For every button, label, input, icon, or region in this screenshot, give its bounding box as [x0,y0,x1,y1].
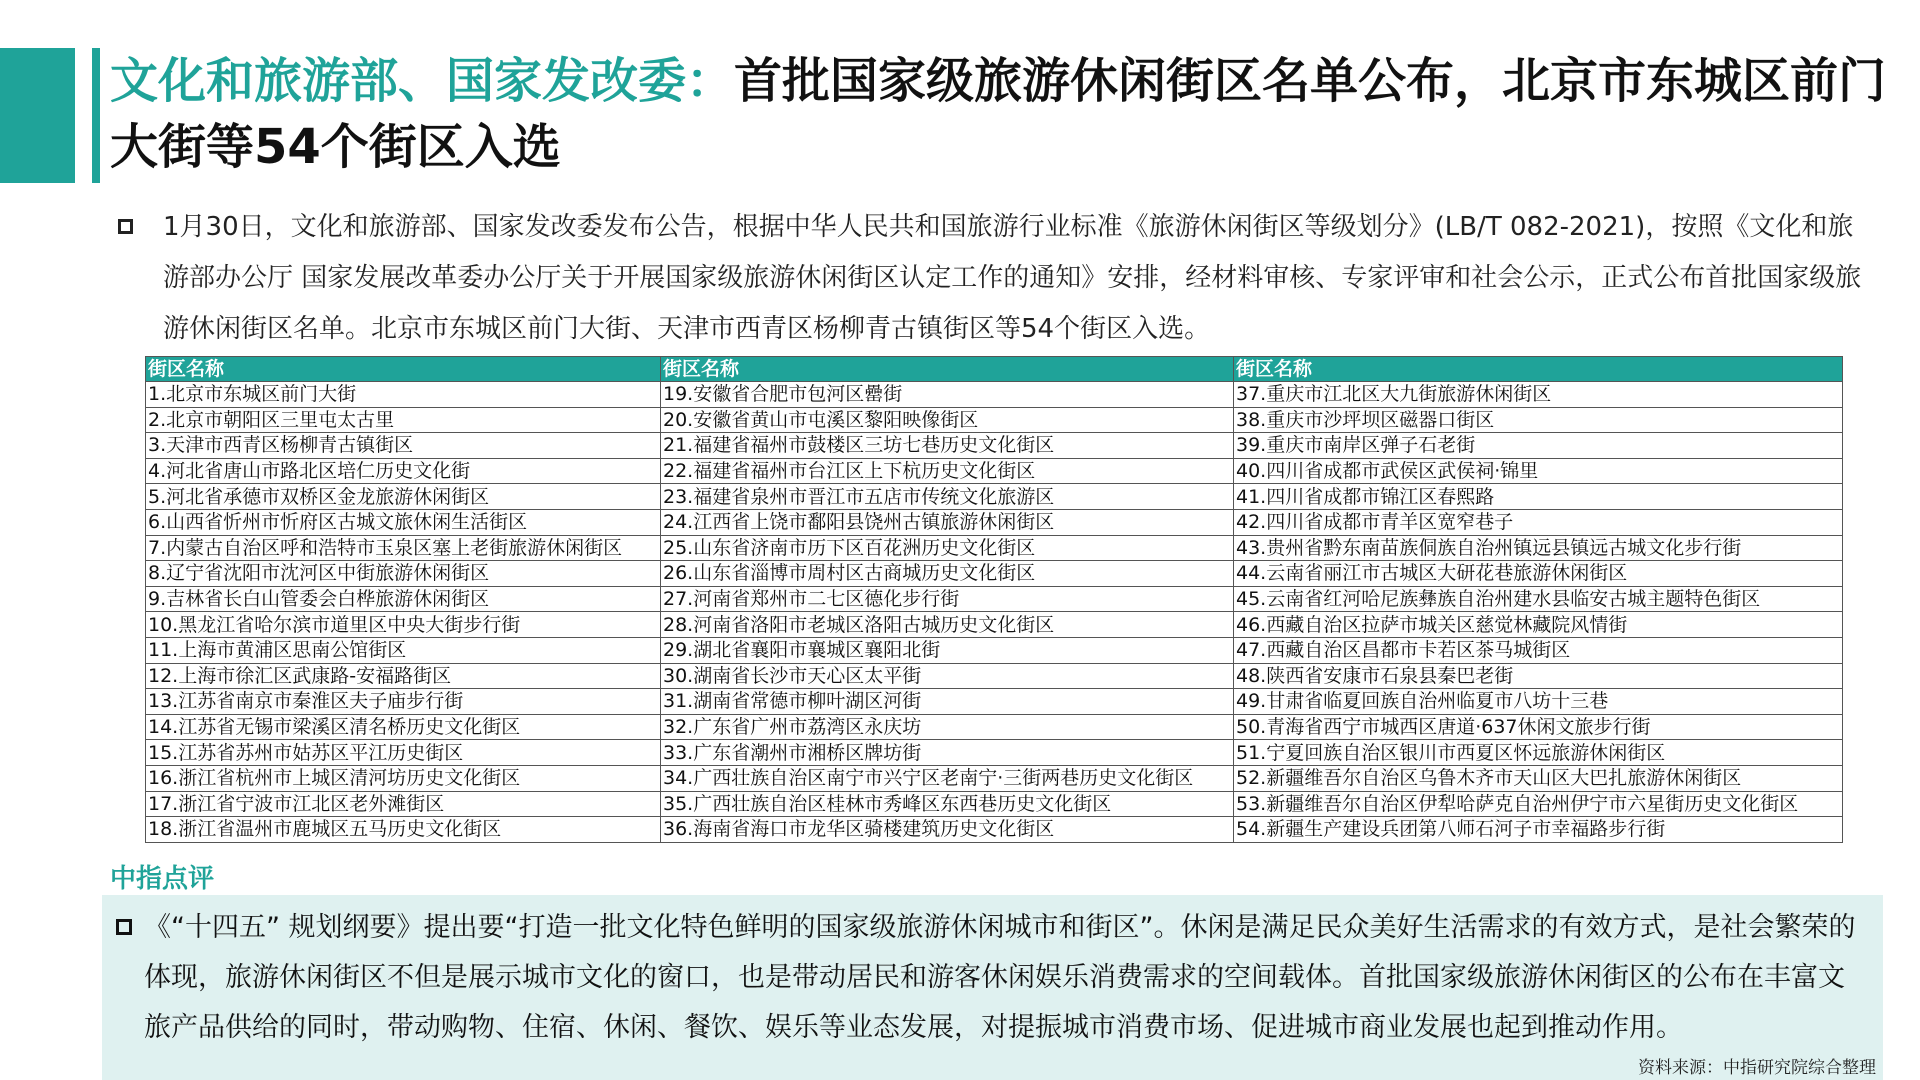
table-row [146,689,1843,715]
table-row [146,612,1843,638]
table-header-row [146,357,1843,382]
table-cell: 44.云南省丽江市古城区大研花巷旅游休闲街区 [1234,561,1843,587]
table-cell: 30.湖南省长沙市天心区太平街 [661,663,1234,689]
table-cell: 53.新疆维吾尔自治区伊犁哈萨克自治州伊宁市六星街历史文化街区 [1234,791,1843,817]
table-row [146,586,1843,612]
table-cell: 46.西藏自治区拉萨市城关区慈觉林藏院风情街 [1234,612,1843,638]
intro-paragraph [118,202,1873,355]
table-cell: 1.北京市东城区前门大街 [146,382,661,408]
table-cell: 41.四川省成都市锦江区春熙路 [1234,484,1843,510]
table-cell: 45.云南省红河哈尼族彝族自治州建水县临安古城主题特色街区 [1234,586,1843,612]
table-cell: 6.山西省忻州市忻府区古城文旅休闲生活街区 [146,509,661,535]
accent-bar-thin [92,48,100,183]
table-row [146,663,1843,689]
table-row [146,714,1843,740]
table-cell: 2.北京市朝阳区三里屯太古里 [146,407,661,433]
table-row [146,637,1843,663]
table-row [146,817,1843,843]
district-table [145,356,1842,843]
table-cell: 37.重庆市江北区大九街旅游休闲街区 [1234,382,1843,408]
table-row [146,765,1843,791]
table-body [146,382,1843,843]
page-title [110,48,1900,180]
intro-text: 1月30日，文化和旅游部、国家发改委发布公告，根据中华人民共和国旅游行业标准《旅游休闲街区等级划分》(LB/T 082-2021)，按照《文化和旅游部办公厅 国家发展改革委办公厅关于开展国家级旅游休闲街区认定工作的通知》安排，经材料审核、专家评审和社会公示，正式公布首批国家级旅游休闲街区名单。北京市东城区前门大街、天津市西青区杨柳青古镇街区等54个街区入选。 [163,212,1862,344]
review-box [102,895,1883,1080]
table-cell: 32.广东省广州市荔湾区永庆坊 [661,714,1234,740]
table-row [146,458,1843,484]
square-bullet-icon [116,919,132,935]
table-cell: 51.宁夏回族自治区银川市西夏区怀远旅游休闲街区 [1234,740,1843,766]
table-cell: 33.广东省潮州市湘桥区牌坊街 [661,740,1234,766]
table-cell: 39.重庆市南岸区弹子石老街 [1234,433,1843,459]
table-cell: 40.四川省成都市武侯区武侯祠·锦里 [1234,458,1843,484]
table-row [146,407,1843,433]
table-cell: 15.江苏省苏州市姑苏区平江历史街区 [146,740,661,766]
table-cell: 7.内蒙古自治区呼和浩特市玉泉区塞上老街旅游休闲街区 [146,535,661,561]
table-cell: 10.黑龙江省哈尔滨市道里区中央大街步行街 [146,612,661,638]
table-cell: 35.广西壮族自治区桂林市秀峰区东西巷历史文化街区 [661,791,1234,817]
title-main: 首批国家级旅游休闲街区名单公布，北京市东城区前门大街等54个街区入选 [110,53,1887,175]
table-cell: 27.河南省郑州市二七区德化步行街 [661,586,1234,612]
table-cell: 18.浙江省温州市鹿城区五马历史文化街区 [146,817,661,843]
table-cell: 31.湖南省常德市柳叶湖区河街 [661,689,1234,715]
table-cell: 5.河北省承德市双桥区金龙旅游休闲街区 [146,484,661,510]
table-row [146,484,1843,510]
table-row [146,740,1843,766]
table-cell: 47.西藏自治区昌都市卡若区茶马城街区 [1234,637,1843,663]
table-header-cell: 街区名称 [1234,357,1843,382]
table-cell: 16.浙江省杭州市上城区清河坊历史文化街区 [146,765,661,791]
table-row [146,509,1843,535]
table-cell: 20.安徽省黄山市屯溪区黎阳映像街区 [661,407,1234,433]
table-row [146,433,1843,459]
table-cell: 4.河北省唐山市路北区培仁历史文化街 [146,458,661,484]
table-cell: 38.重庆市沙坪坝区磁器口街区 [1234,407,1843,433]
table-cell: 13.江苏省南京市秦淮区夫子庙步行街 [146,689,661,715]
square-bullet-icon [118,219,133,234]
table-cell: 26.山东省淄博市周村区古商城历史文化街区 [661,561,1234,587]
table-cell: 28.河南省洛阳市老城区洛阳古城历史文化街区 [661,612,1234,638]
table-cell: 50.青海省西宁市城西区唐道·637休闲文旅步行街 [1234,714,1843,740]
table-cell: 24.江西省上饶市鄱阳县饶州古镇旅游休闲街区 [661,509,1234,535]
table-cell: 14.江苏省无锡市梁溪区清名桥历史文化街区 [146,714,661,740]
table-cell: 52.新疆维吾尔自治区乌鲁木齐市天山区大巴扎旅游休闲街区 [1234,765,1843,791]
table-cell: 49.甘肃省临夏回族自治州临夏市八坊十三巷 [1234,689,1843,715]
table-cell: 34.广西壮族自治区南宁市兴宁区老南宁·三街两巷历史文化街区 [661,765,1234,791]
table-cell: 29.湖北省襄阳市襄城区襄阳北街 [661,637,1234,663]
table-cell: 9.吉林省长白山管委会白桦旅游休闲街区 [146,586,661,612]
table-cell: 42.四川省成都市青羊区宽窄巷子 [1234,509,1843,535]
table-cell: 43.贵州省黔东南苗族侗族自治州镇远县镇远古城文化步行街 [1234,535,1843,561]
table-row [146,561,1843,587]
accent-bar-left [0,48,75,183]
table-header-cell: 街区名称 [661,357,1234,382]
table-header-cell: 街区名称 [146,357,661,382]
table-cell: 3.天津市西青区杨柳青古镇街区 [146,433,661,459]
table-cell: 19.安徽省合肥市包河区罍街 [661,382,1234,408]
table-cell: 25.山东省济南市历下区百花洲历史文化街区 [661,535,1234,561]
table-cell: 36.海南省海口市龙华区骑楼建筑历史文化街区 [661,817,1234,843]
table-cell: 22.福建省福州市台江区上下杭历史文化街区 [661,458,1234,484]
table-cell: 17.浙江省宁波市江北区老外滩街区 [146,791,661,817]
table-cell: 48.陕西省安康市石泉县秦巴老街 [1234,663,1843,689]
table-cell: 12.上海市徐汇区武康路-安福路街区 [146,663,661,689]
source-note: 资料来源：中指研究院综合整理 [1638,1058,1876,1078]
table-row [146,535,1843,561]
review-label: 中指点评 [110,864,215,894]
table-cell: 23.福建省泉州市晋江市五店市传统文化旅游区 [661,484,1234,510]
table-cell: 11.上海市黄浦区思南公馆街区 [146,637,661,663]
table-row [146,791,1843,817]
table-cell: 21.福建省福州市鼓楼区三坊七巷历史文化街区 [661,433,1234,459]
table-cell: 8.辽宁省沈阳市沈河区中街旅游休闲街区 [146,561,661,587]
table-row [146,382,1843,408]
review-text: 《“十四五” 规划纲要》提出要“打造一批文化特色鲜明的国家级旅游休闲城市和街区”。休闲是满足民众美好生活需求的有效方式，是社会繁荣的体现，旅游休闲街区不但是展示城市文化的窗口，也是带动居民和游客休闲娱乐消费需求的空间载体。首批国家级旅游休闲街区的公布在丰富文旅产品供给的同时，带动购物、住宿、休闲、餐饮、娱乐等业态发展，对提振城市消费市场、促进城市商业发展也起到推动作用。 [144,912,1856,1043]
table-cell: 54.新疆生产建设兵团第八师石河子市幸福路步行街 [1234,817,1843,843]
title-highlight: 文化和旅游部、国家发改委： [110,53,735,109]
